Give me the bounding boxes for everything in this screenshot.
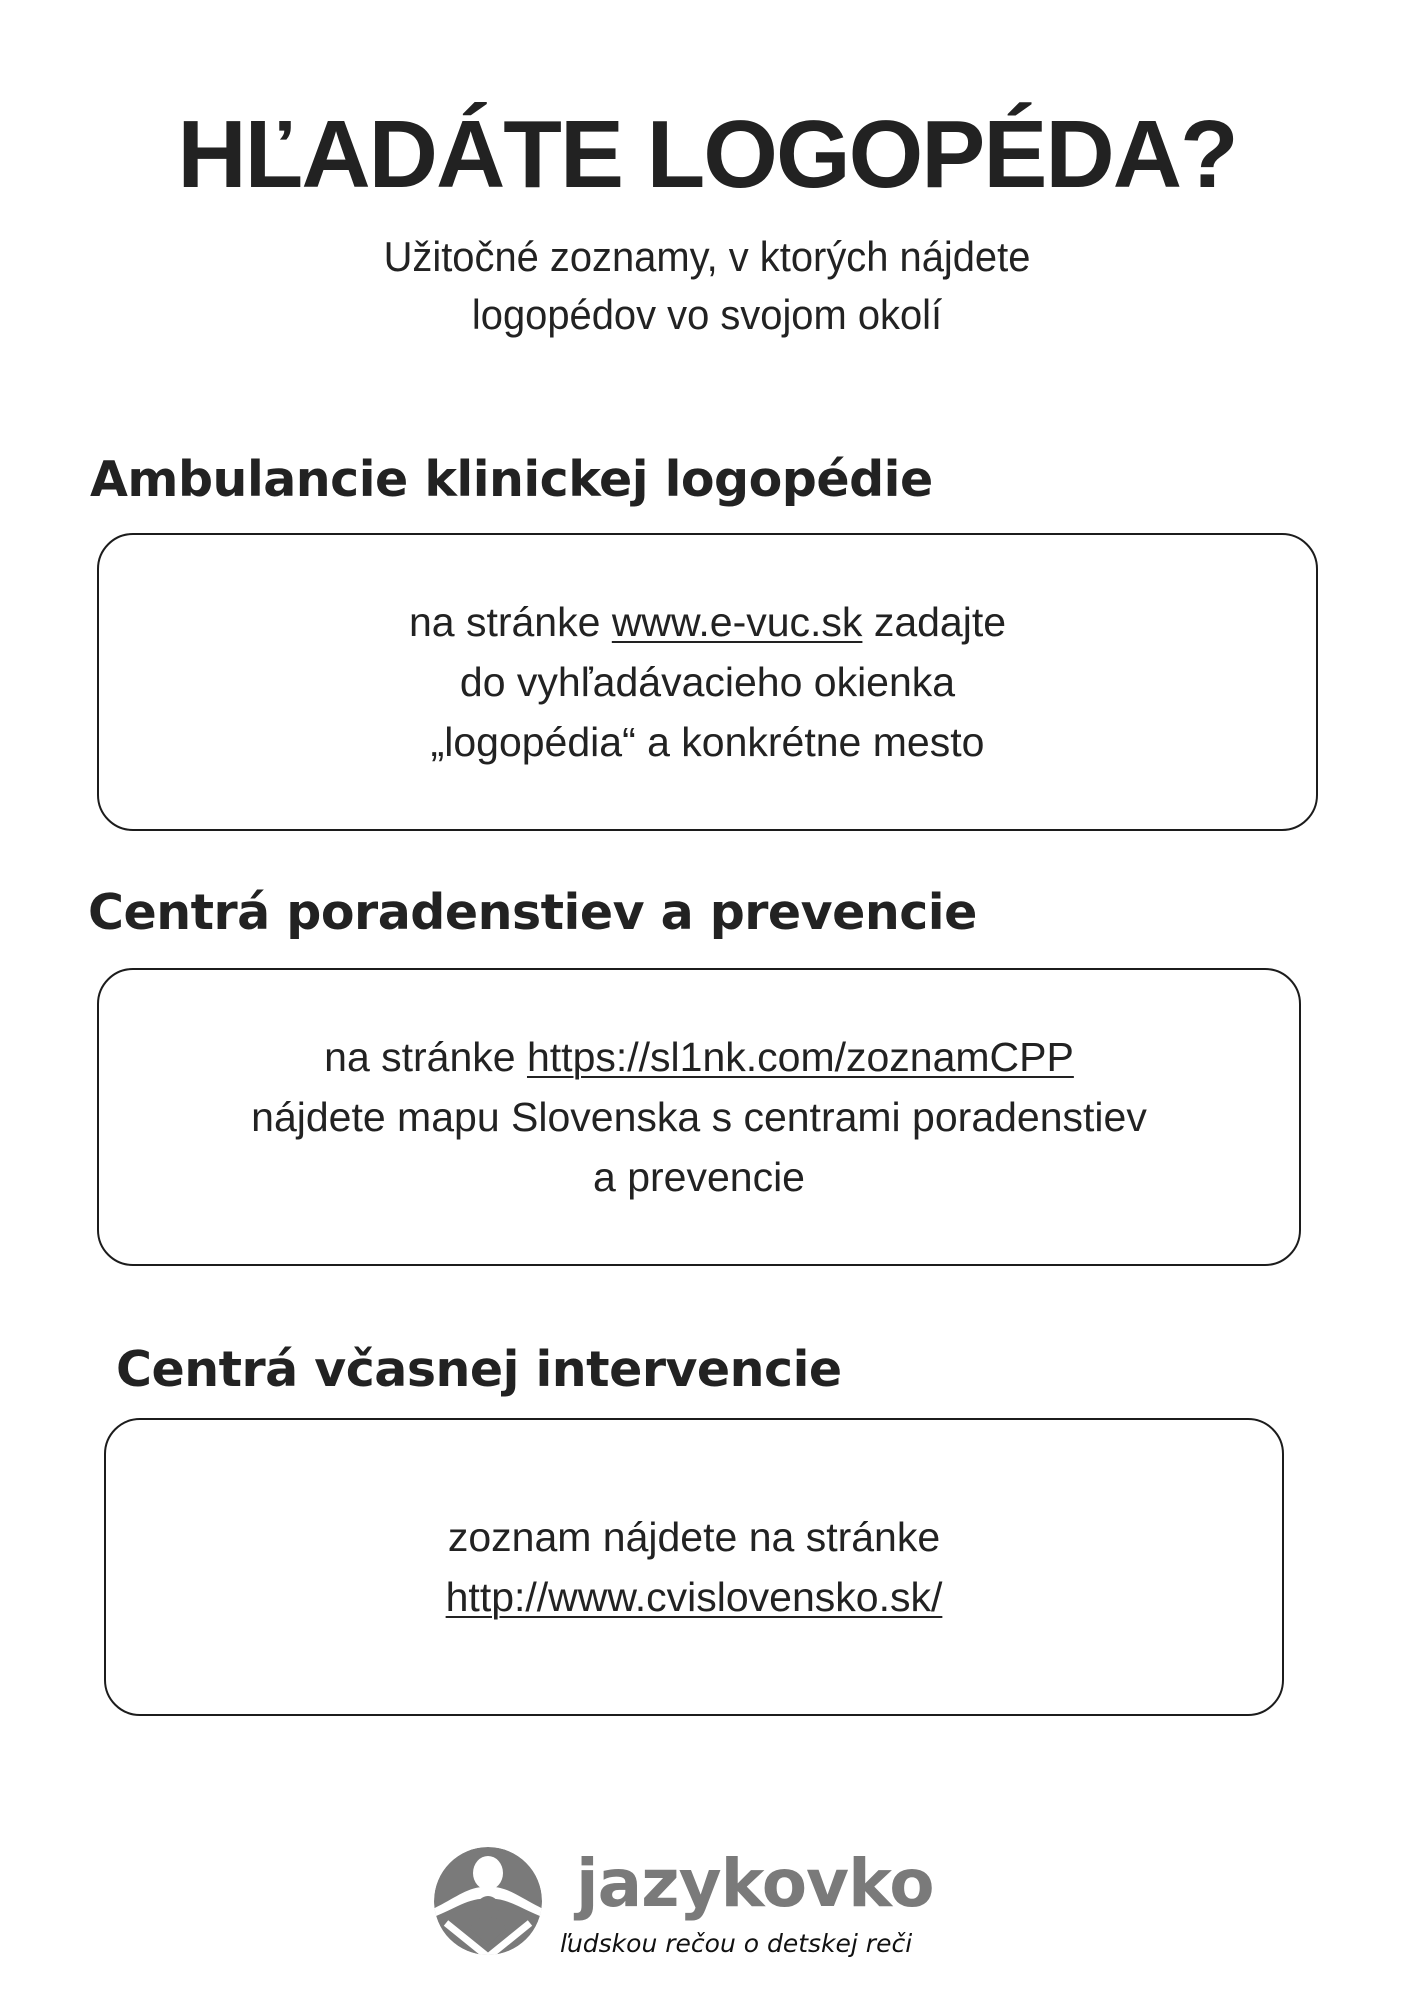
- info-line: zoznam nájdete na stránke: [447, 1514, 941, 1560]
- link-sl1nk[interactable]: https://sl1nk.com/zoznamCPP: [526, 1034, 1074, 1080]
- info-text: zadajte: [862, 599, 1007, 645]
- link-e-vuc[interactable]: www.e-vuc.sk: [611, 599, 863, 645]
- section-heading-poradenstvo: Centrá poradenstiev a prevencie: [88, 884, 977, 941]
- info-box-vcasna-intervencia: [104, 1418, 1284, 1716]
- info-box-ambulancie: [97, 533, 1318, 831]
- info-text: na stránke: [408, 599, 612, 645]
- info-line: do vyhľadávacieho okienka: [459, 659, 956, 705]
- brand-logo: [432, 1845, 992, 1975]
- info-box-poradenstvo: [97, 968, 1301, 1266]
- info-line: [324, 1027, 1074, 1087]
- subtitle-line: Užitočné zoznamy, v ktorých nájdete: [383, 233, 1031, 280]
- parent-child-circle-icon: [432, 1845, 544, 1957]
- brand-tagline: ľudskou rečou o detskej reči: [560, 1929, 913, 1958]
- info-line: [409, 592, 1006, 652]
- page-title: HĽADÁTE LOGOPÉDA?: [177, 101, 1237, 208]
- info-line: nájdete mapu Slovenska s centrami poradenstiev: [251, 1094, 1147, 1140]
- info-line: [446, 1567, 943, 1627]
- info-line: a prevencie: [593, 1154, 805, 1200]
- section-heading-vcasna-intervencia: Centrá včasnej intervencie: [116, 1341, 842, 1398]
- link-cvislovensko[interactable]: http://www.cvislovensko.sk/: [445, 1574, 943, 1620]
- page-subtitle: [35, 228, 1378, 344]
- info-text: na stránke: [324, 1034, 527, 1080]
- info-line: „logopédia“ a konkrétne mesto: [430, 719, 985, 765]
- subtitle-line: logopédov vo svojom okolí: [471, 291, 943, 338]
- section-heading-ambulancie: Ambulancie klinickej logopédie: [90, 451, 933, 508]
- brand-name: jazykovko: [576, 1845, 934, 1922]
